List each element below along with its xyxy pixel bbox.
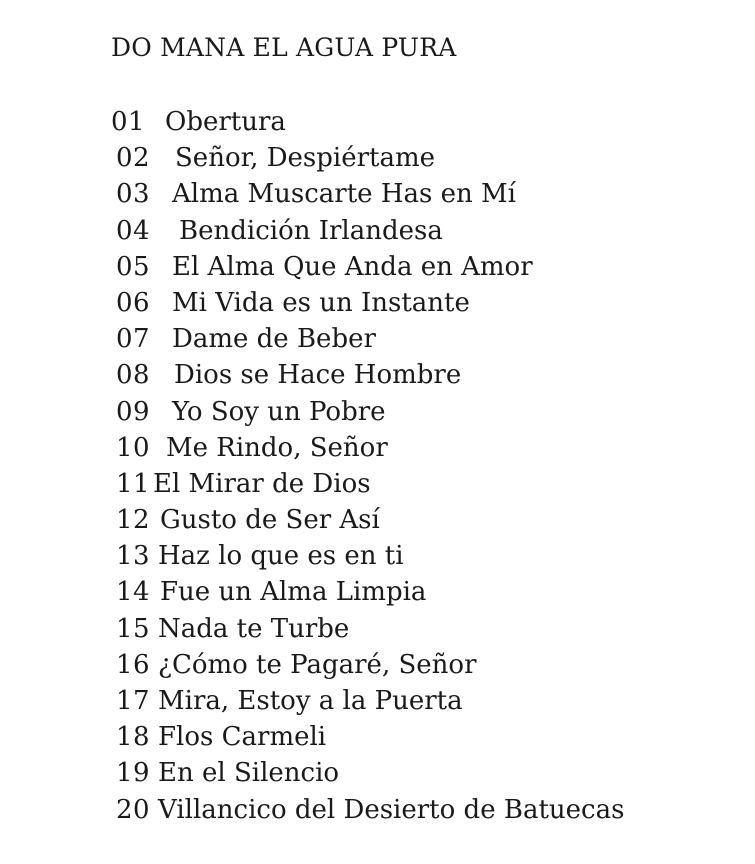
track-number: 18 <box>116 722 151 753</box>
track-title: Fue un Alma Limpia <box>160 577 427 608</box>
track-title: Dame de Beber <box>172 324 376 355</box>
track-item <box>0 176 755 212</box>
track-item <box>0 104 755 140</box>
track-title: Dios se Hace Hombre <box>174 360 462 391</box>
track-item <box>0 792 755 828</box>
track-title: Bendición Irlandesa <box>179 215 443 246</box>
track-title: Me Rindo, Señor <box>166 432 388 463</box>
track-item <box>0 321 755 357</box>
track-number: 19 <box>116 758 151 789</box>
track-item <box>0 611 755 647</box>
track-number: 05 <box>116 251 151 282</box>
track-title: Alma Muscarte Has en Mí <box>172 179 516 210</box>
track-title: En el Silencio <box>158 758 340 789</box>
track-number: 11 <box>116 468 151 499</box>
track-number: 10 <box>116 432 151 463</box>
track-item <box>0 285 755 321</box>
track-number: 02 <box>116 143 151 174</box>
track-title: Obertura <box>165 107 286 137</box>
track-title: El Mirar de Dios <box>153 468 371 499</box>
track-number: 09 <box>116 396 151 427</box>
track-item <box>0 430 755 466</box>
track-number: 20 <box>116 794 151 825</box>
album-title: DO MANA EL AGUA PURA <box>111 33 457 62</box>
track-title: Yo Soy un Pobre <box>172 396 386 427</box>
track-item <box>0 140 755 176</box>
track-item <box>0 357 755 393</box>
track-item <box>0 249 755 285</box>
track-number: 15 <box>116 613 151 644</box>
track-item <box>0 538 755 574</box>
track-title: Villancico del Desierto de Batuecas <box>158 794 625 825</box>
track-item <box>0 755 755 791</box>
track-title: Haz lo que es en ti <box>158 541 404 572</box>
track-item <box>0 647 755 683</box>
track-number: 12 <box>116 505 151 536</box>
track-number: 16 <box>116 649 151 680</box>
track-title: Gusto de Ser Así <box>160 505 380 536</box>
track-item <box>0 466 755 502</box>
track-number: 14 <box>116 577 151 608</box>
track-item <box>0 502 755 538</box>
track-number: 07 <box>116 324 151 355</box>
track-item <box>0 394 755 430</box>
track-number: 04 <box>116 215 151 246</box>
track-title: Señor, Despiértame <box>175 143 436 174</box>
track-number: 06 <box>116 287 151 318</box>
track-title: Mira, Estoy a la Puerta <box>158 686 463 716</box>
track-number: 13 <box>116 541 151 572</box>
track-list <box>0 104 755 828</box>
track-item <box>0 574 755 610</box>
track-item <box>0 719 755 755</box>
track-number: 03 <box>116 179 151 210</box>
track-number: 01 <box>111 107 146 137</box>
track-item <box>0 213 755 249</box>
track-title: Mi Vida es un Instante <box>172 287 470 318</box>
track-number: 17 <box>116 686 151 716</box>
track-title: El Alma Que Anda en Amor <box>172 251 533 282</box>
track-title: Flos Carmeli <box>158 722 327 753</box>
track-item <box>0 683 755 719</box>
track-title: Nada te Turbe <box>158 613 350 644</box>
track-title: ¿Cómo te Pagaré, Señor <box>158 649 477 680</box>
track-number: 08 <box>116 360 151 391</box>
